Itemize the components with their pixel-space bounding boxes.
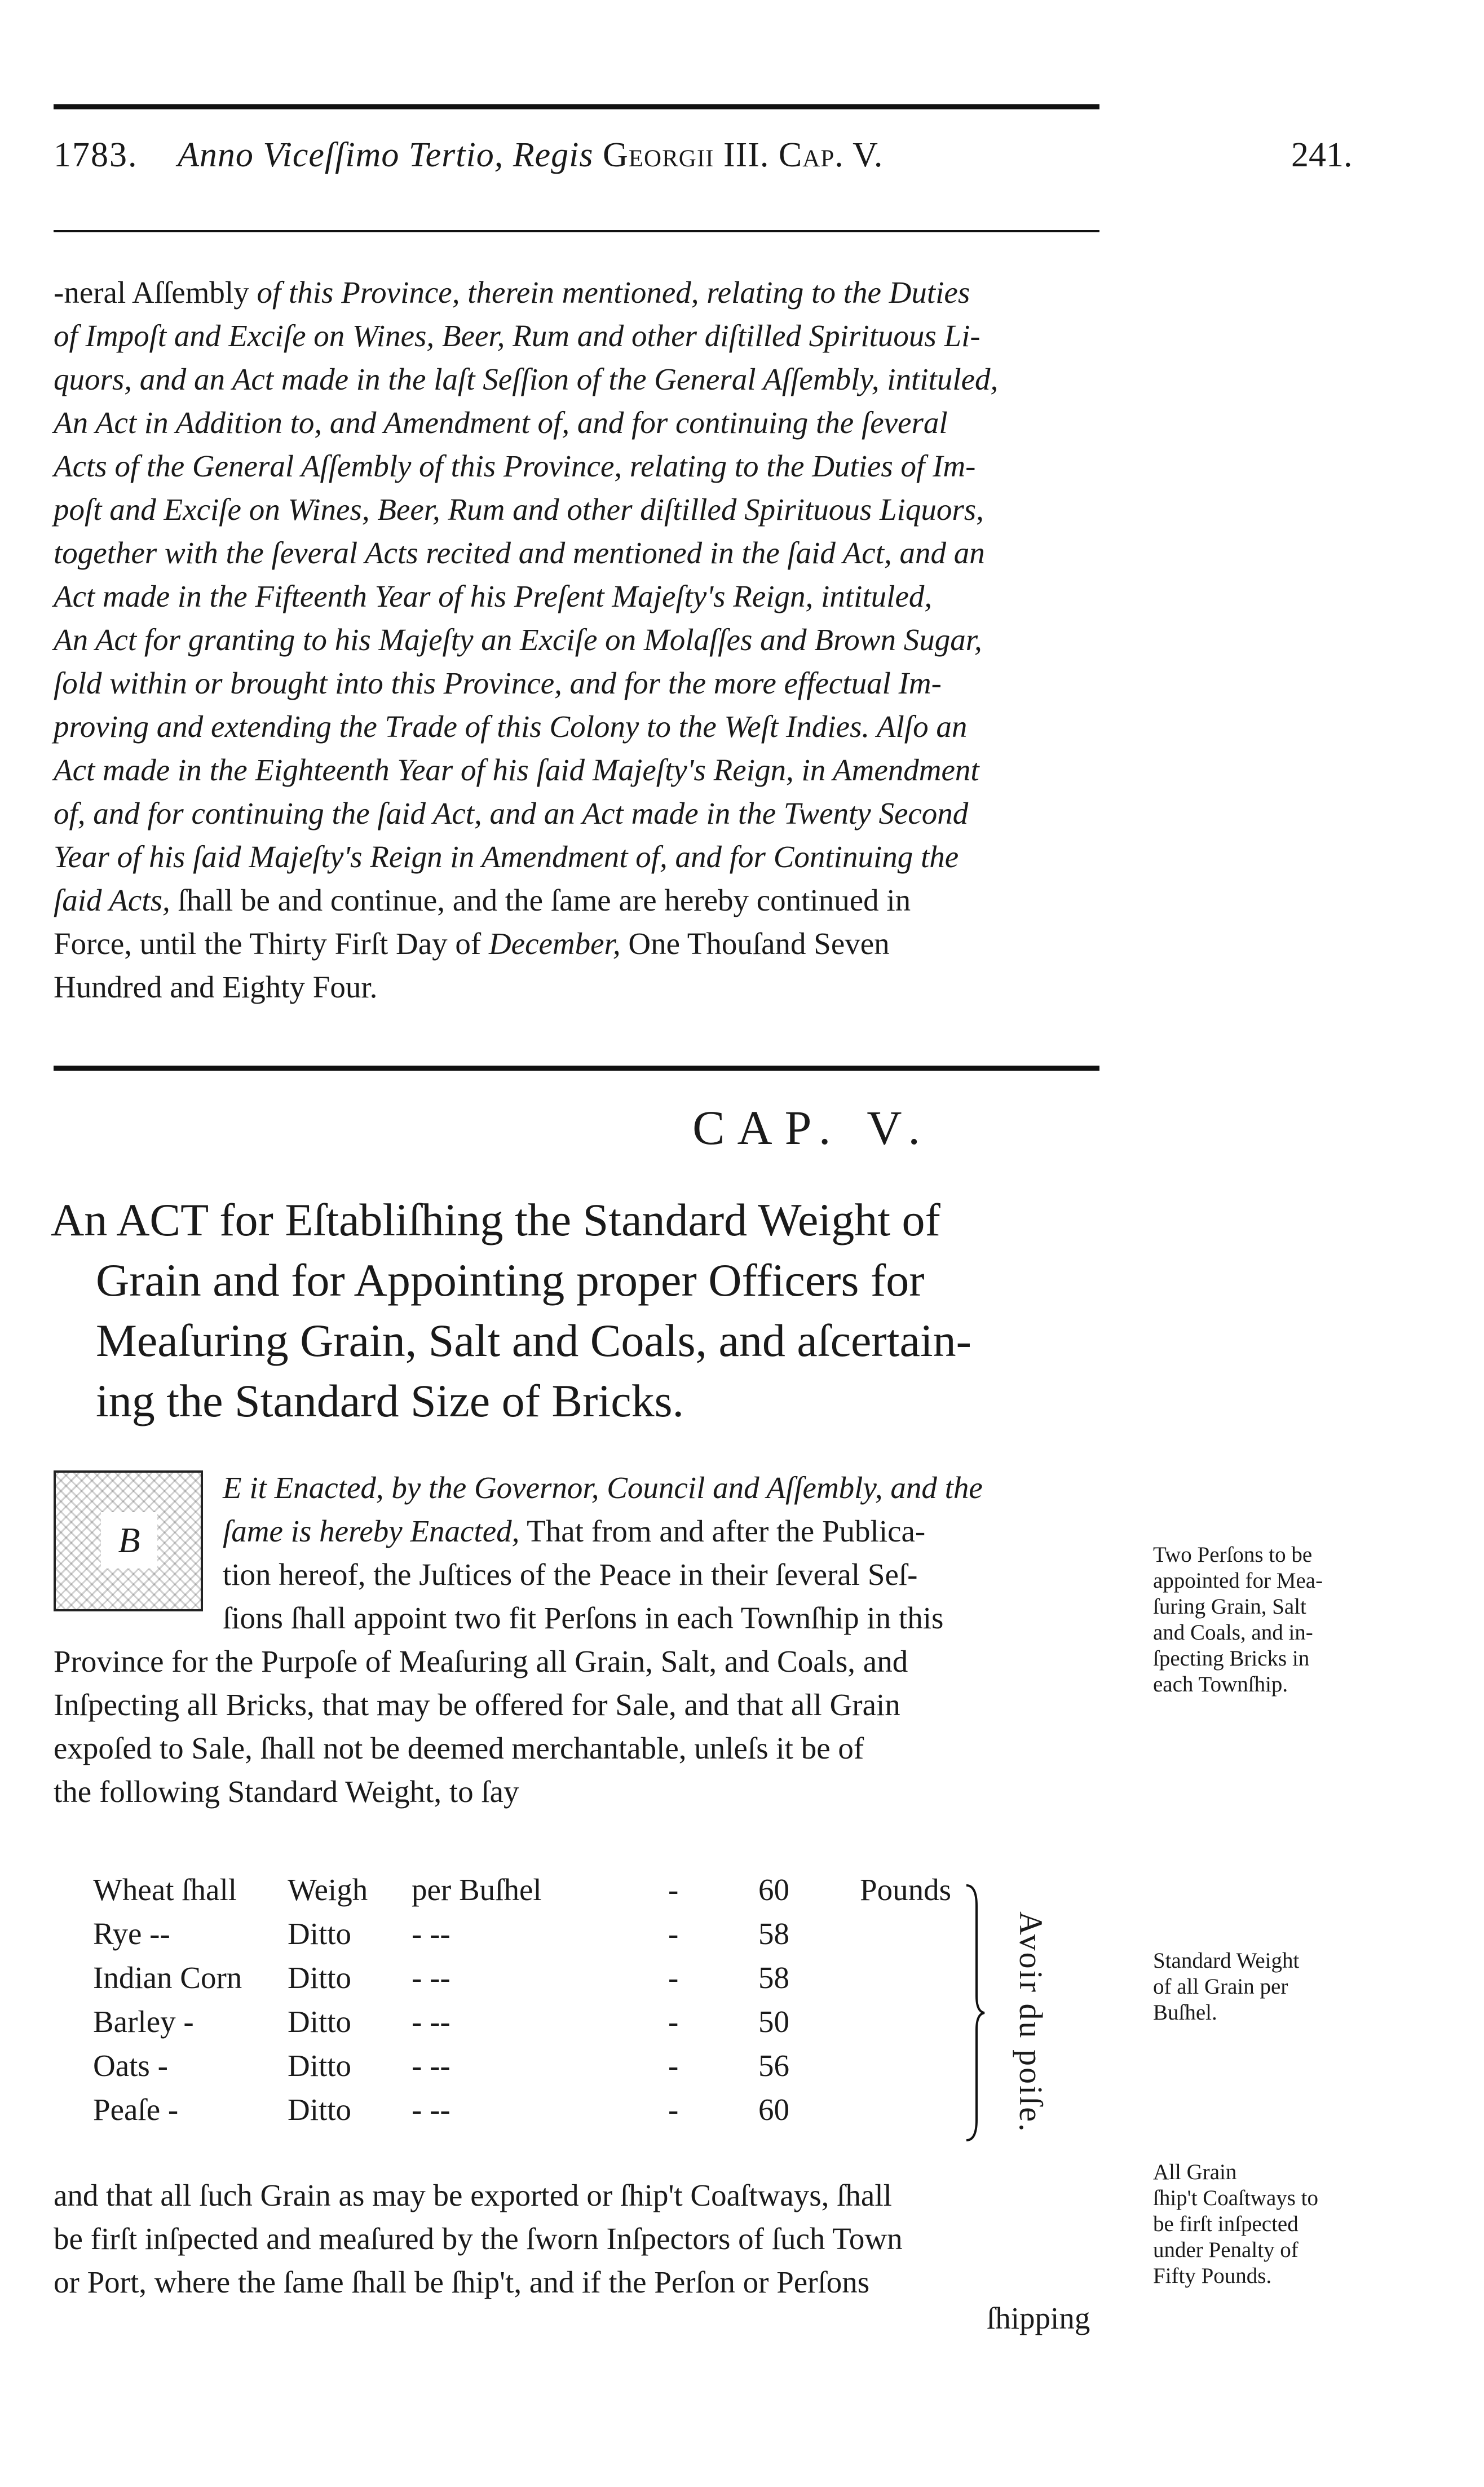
grain-dash: -: [668, 1960, 679, 1995]
italic-text: proving and extending the Trade of this Colony to the Weſt Indies. Alſo an: [54, 709, 968, 744]
italic-text: An Act for granting to his Majeſty an Exciſe on Molaſſes and Brown Sugar,: [54, 622, 982, 657]
margin-note-line: ſhip't Coaſtways to: [1153, 2186, 1319, 2210]
chapter-heading: CAP. V.: [692, 1101, 933, 1155]
margin-note-line: Fifty Pounds.: [1153, 2264, 1272, 2288]
enact-line: [223, 1553, 983, 1596]
italic-text: ſaid Acts,: [54, 883, 178, 917]
margin-note-line: Buſhel.: [1153, 2000, 1217, 2025]
italic-text: quors, and an Act made in the laſt Seſſion of the General Aſſembly, intituled,: [54, 362, 999, 396]
header-year: 1783.: [54, 136, 138, 174]
italic-text: Act made in the Eighteenth Year of his ſaid Majeſty's Reign, in Amendment: [54, 753, 979, 787]
grain-weight-value: 60: [758, 1872, 789, 1907]
grain-name: Indian Corn: [93, 1960, 242, 1995]
text-line: [54, 792, 998, 835]
grain-dash: -: [668, 1872, 679, 1907]
grain-dashes: - --: [412, 1960, 450, 1995]
margin-note-grain-coastways: [1153, 2159, 1318, 2289]
grain-name: Barley -: [93, 2004, 194, 2039]
margin-note-standard-weight: [1153, 1948, 1299, 2026]
grain-measure: Ditto: [288, 2048, 352, 2083]
enact-line: [223, 1509, 983, 1553]
grain-measure: Ditto: [288, 2092, 352, 2127]
italic-text: together with the ſeveral Acts recited and mentioned in the ſaid Act, and an: [54, 536, 985, 570]
header-running-title: [178, 135, 883, 175]
brace-icon: [964, 1883, 987, 2143]
closing-paragraph: [54, 2174, 903, 2304]
grain-weight-value: 56: [758, 2048, 789, 2083]
italic-text: Year of his ſaid Majeſty's Reign in Amendment of, and for Continuing the: [54, 840, 959, 874]
act-title-line: Grain and for Appointing proper Officers for: [96, 1254, 925, 1306]
grain-weight-value: 58: [758, 1916, 789, 1951]
grain-weight-value: 58: [758, 1960, 789, 1995]
grain-dashes: - --: [412, 2092, 450, 2127]
roman-text: One Thouſand Seven: [620, 926, 890, 961]
body-line: the following Standard Weight, to ſay: [54, 1774, 519, 1809]
body-line: Province for the Purpoſe of Meaſuring all Grain, Salt, and Coals, and: [54, 1644, 908, 1678]
roman-text: That from and after the Publica-: [519, 1514, 926, 1548]
grain-measure: Ditto: [288, 1960, 352, 1995]
act-title: [51, 1190, 971, 1431]
margin-note-line: Standard Weight: [1153, 1949, 1300, 1973]
text-line: [54, 705, 998, 748]
text-line: [54, 357, 998, 401]
margin-note-line: each Townſhip.: [1153, 1672, 1288, 1697]
grain-dash: -: [668, 2048, 679, 2083]
header-rule-top: [54, 104, 1099, 109]
catchword: ſhipping: [987, 2301, 1090, 2335]
margin-note-line: ſuring Grain, Salt: [1153, 1594, 1306, 1619]
italic-text: poſt and Exciſe on Wines, Beer, Rum and other diſtilled Spirituous Liquors,: [54, 492, 984, 527]
text-line: [54, 965, 998, 1009]
grain-name: Wheat ſhall: [93, 1872, 237, 1907]
grain-name: Oats -: [93, 2048, 168, 2083]
enact-line: [223, 1596, 983, 1640]
body-paragraph: [54, 1640, 908, 1813]
margin-note-line: All Grain: [1153, 2160, 1237, 2184]
closing-line: and that all ſuch Grain as may be exported or ſhip't Coaſtways, ſhall: [54, 2178, 892, 2212]
text-line: [54, 271, 998, 314]
text-line: [54, 835, 998, 878]
text-line: [54, 444, 998, 488]
grain-weight-value: 50: [758, 2004, 789, 2039]
text-line: [54, 314, 998, 357]
text-line: [54, 488, 998, 531]
italic-text: Acts of the General Aſſembly of this Province, relating to the Duties of Im-: [54, 449, 976, 483]
text-line: [54, 618, 998, 661]
closing-line: or Port, where the ſame ſhall be ſhip't, and if the Perſon or Perſons: [54, 2265, 870, 2299]
grain-unit: Pounds: [860, 1872, 951, 1907]
grain-dashes: - --: [412, 1916, 450, 1951]
grain-dashes: - --: [412, 2048, 450, 2083]
roman-text: ſhall be and continue, and the ſame are hereby continued in: [178, 883, 911, 917]
grain-measure: Ditto: [288, 2004, 352, 2039]
text-line: [54, 748, 998, 792]
text-line: [54, 878, 998, 922]
margin-note-line: Two Perſons to be: [1153, 1543, 1313, 1567]
roman-text: -neral Aſſembly: [54, 275, 257, 310]
margin-note-line: appointed for Mea-: [1153, 1569, 1323, 1593]
text-line: [54, 922, 998, 965]
italic-text: of, and for continuing the ſaid Act, and an Act made in the Twenty Second: [54, 796, 969, 831]
grain-dash: -: [668, 1916, 679, 1951]
roman-text: ſions ſhall appoint two fit Perſons in each Townſhip in this: [223, 1601, 944, 1635]
roman-text: Hundred and Eighty Four.: [54, 970, 378, 1004]
act-title-line: Meaſuring Grain, Salt and Coals, and aſcertain-: [96, 1315, 971, 1366]
grain-dash: -: [668, 2092, 679, 2127]
roman-text: tion hereof, the Juſtices of the Peace in their ſeveral Seſ-: [223, 1557, 918, 1592]
body-line: Inſpecting all Bricks, that may be offered for Sale, and that all Grain: [54, 1688, 900, 1722]
grain-weight-value: 60: [758, 2092, 789, 2127]
margin-note-line: under Penalty of: [1153, 2238, 1298, 2262]
italic-text: of this Province, therein mentioned, relating to the Duties: [257, 275, 970, 310]
drop-cap-letter: B: [101, 1512, 157, 1569]
margin-note-persons: [1153, 1542, 1323, 1698]
italic-text: ſold within or brought into this Province, and for the more effectual Im-: [54, 666, 942, 700]
grain-measure: Ditto: [288, 1916, 352, 1951]
margin-note-line: of all Grain per: [1153, 1974, 1288, 1999]
text-line: [54, 531, 998, 575]
enact-line: [223, 1466, 983, 1509]
italic-text: An Act in Addition to, and Amendment of, and for continuing the ſeveral: [54, 405, 948, 440]
closing-line: be firſt inſpected and meaſured by the ſworn Inſpectors of ſuch Town: [54, 2221, 903, 2256]
margin-note-line: ſpecting Bricks in: [1153, 1646, 1310, 1671]
grain-dashes: per Buſhel: [412, 1872, 542, 1907]
ornamental-drop-cap: [54, 1470, 203, 1611]
margin-note-line: be firſt inſpected: [1153, 2212, 1298, 2236]
grain-name: Rye --: [93, 1916, 170, 1951]
text-line: [54, 575, 998, 618]
italic-text: ſame is hereby Enacted,: [223, 1514, 520, 1548]
italic-text: of Impoſt and Exciſe on Wines, Beer, Rum and other diſtilled Spirituous Li-: [54, 319, 980, 353]
page-number: 241.: [1291, 136, 1353, 174]
text-line: [54, 661, 998, 705]
act-title-line: An ACT for Eſtabliſhing the Standard Weight of: [51, 1194, 940, 1245]
italic-text: Act made in the Fifteenth Year of his Preſent Majeſty's Reign, intituled,: [54, 579, 933, 613]
header-running-italic: Anno Viceſſimo Tertio, Regis: [178, 136, 603, 174]
grain-name: Peaſe -: [93, 2092, 179, 2127]
italic-text: December,: [488, 926, 621, 961]
header-running-caps: Georgii III. Cap. V.: [603, 136, 884, 174]
italic-text: E it Enacted, by the Governor, Council and Aſſembly, and the: [223, 1470, 983, 1505]
text-line: [54, 401, 998, 444]
header-rule-bottom: [54, 230, 1099, 232]
continued-paragraph: [54, 271, 998, 1009]
grain-dash: -: [668, 2004, 679, 2039]
margin-note-line: and Coals, and in-: [1153, 1620, 1313, 1645]
section-rule: [54, 1066, 1099, 1071]
body-line: expoſed to Sale, ſhall not be deemed merchantable, unleſs it be of: [54, 1731, 864, 1765]
roman-text: Force, until the Thirty Firſt Day of: [54, 926, 489, 961]
enacting-clause: [223, 1466, 983, 1640]
running-header: [54, 135, 1353, 192]
act-title-line: ing the Standard Size of Bricks.: [96, 1375, 684, 1426]
avoirdupois-label: Avoir du poiſe.: [1013, 1911, 1049, 2133]
grain-measure: Weigh: [288, 1872, 368, 1907]
grain-dashes: - --: [412, 2004, 450, 2039]
